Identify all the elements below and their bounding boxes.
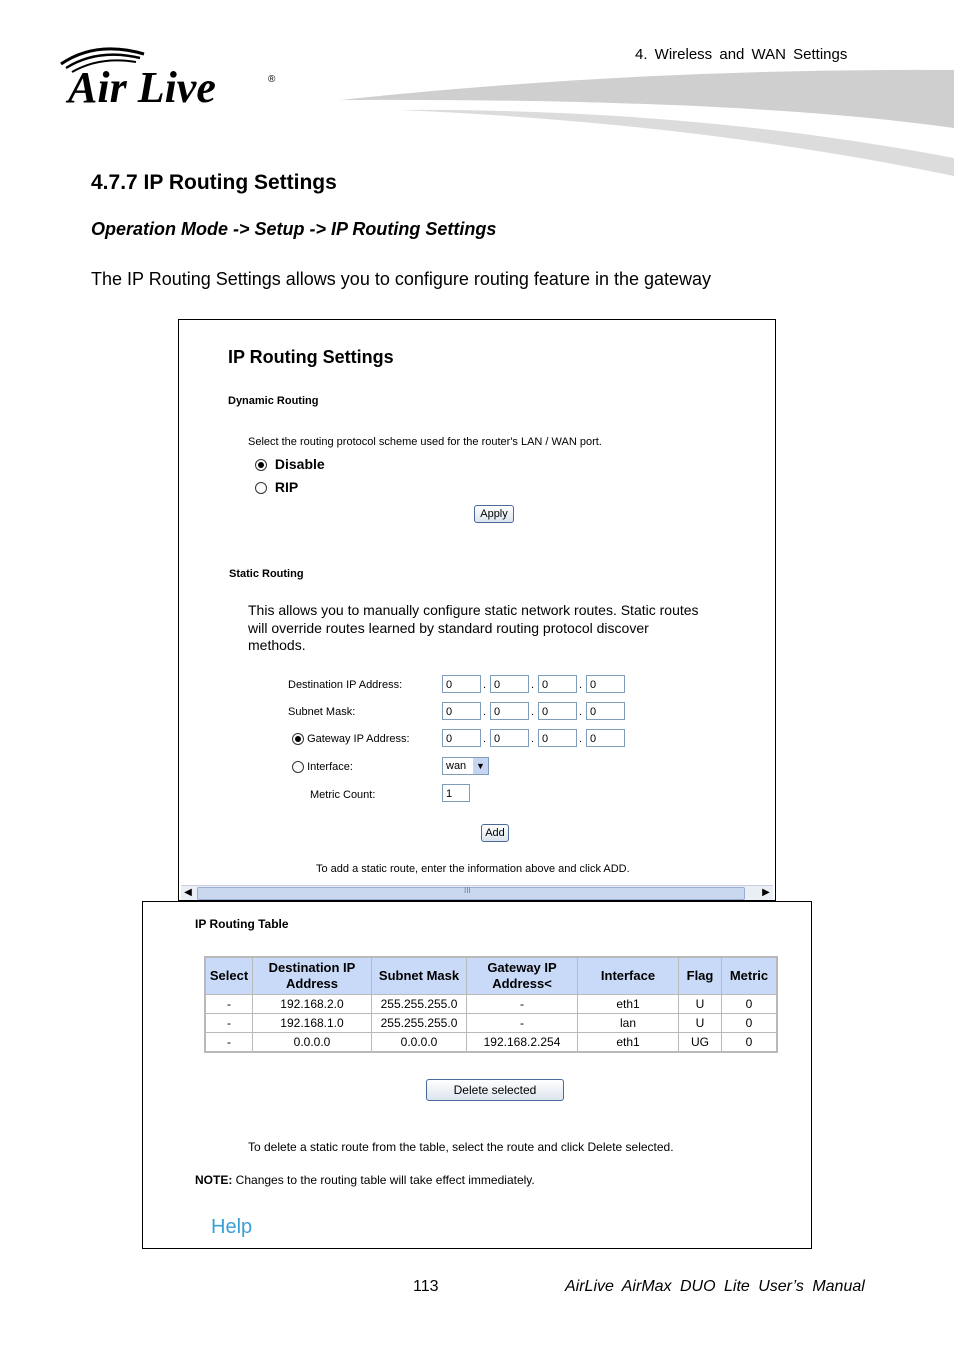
metric-count-label: Metric Count:	[310, 789, 376, 801]
chevron-down-icon[interactable]: ▼	[473, 758, 488, 774]
table-cell: UG	[679, 1033, 722, 1053]
table-cell: eth1	[578, 1033, 679, 1053]
table-cell: eth1	[578, 995, 679, 1014]
intro-text: The IP Routing Settings allows you to configure routing feature in the gateway	[91, 269, 712, 289]
gateway-ip-octet-1[interactable]: 0	[442, 729, 481, 747]
radio-interface[interactable]	[292, 761, 304, 773]
table-cell: 0	[722, 1033, 778, 1053]
destination-ip-octet-2[interactable]: 0	[490, 675, 529, 693]
scrollbar-grip: III	[464, 886, 471, 895]
table-header-cell: Metric	[722, 957, 778, 995]
table-cell: -	[205, 1033, 253, 1053]
table-header-cell: Subnet Mask	[372, 957, 467, 995]
table-header-cell: Select	[205, 957, 253, 995]
note-message: Changes to the routing table will take effect immediately.	[232, 1173, 535, 1187]
destination-ip-octet-4[interactable]: 0	[586, 675, 625, 693]
table-cell: 0	[722, 995, 778, 1014]
interface-option[interactable]	[292, 761, 353, 773]
ip-routing-settings-screenshot: IP Routing Settings Dynamic Routing Select the routing protocol scheme used for the router's LAN / WAN port. Disable RIP Apply Static Routing This allows you to manually configure static network routes. Static routes will override routes learned by standard routing protocol discover methods. Destination IP Address: 0 . 0 . 0 . 0 Subnet Mask: 0 . 0 . 0 . 0 Gateway IP Address: 0 . 0 . 0 . 0 Interface: wan ▼ Metric Count: 1 Add To add a static route, enter the information above and click ADD. ◀ III ▶	[178, 319, 776, 901]
gateway-ip-option[interactable]	[292, 733, 410, 745]
radio-disable[interactable]	[255, 459, 267, 471]
table-row[interactable]	[205, 995, 777, 1014]
chapter-header: 4. Wireless and WAN Settings	[635, 46, 848, 63]
destination-ip-label: Destination IP Address:	[288, 679, 403, 691]
table-cell: U	[679, 995, 722, 1014]
table-header-cell: Destination IP Address	[253, 957, 372, 995]
table-header-cell: Flag	[679, 957, 722, 995]
subnet-mask-octet-2[interactable]: 0	[490, 702, 529, 720]
radio-disable-option[interactable]	[255, 456, 325, 472]
screen-title: IP Routing Settings	[228, 347, 394, 367]
interface-select[interactable]	[442, 757, 489, 775]
interface-label: Interface:	[307, 761, 353, 773]
delete-selected-button[interactable]: Delete selected	[426, 1079, 564, 1101]
table-cell: -	[467, 1014, 578, 1033]
apply-button[interactable]: Apply	[474, 505, 514, 523]
navigation-path: Operation Mode -> Setup -> IP Routing Settings	[91, 219, 497, 239]
table-cell: 192.168.2.0	[253, 995, 372, 1014]
destination-ip-octet-1[interactable]: 0	[442, 675, 481, 693]
dynamic-routing-description: Select the routing protocol scheme used for the router's LAN / WAN port.	[248, 436, 602, 448]
table-cell: U	[679, 1014, 722, 1033]
table-row[interactable]	[205, 1033, 777, 1053]
table-cell: 192.168.1.0	[253, 1014, 372, 1033]
add-button[interactable]: Add	[481, 824, 509, 842]
dynamic-routing-heading: Dynamic Routing	[228, 395, 319, 407]
header-swoosh	[340, 68, 954, 180]
note-label: NOTE:	[195, 1173, 233, 1187]
table-header-cell: Interface	[578, 957, 679, 995]
gateway-ip-octet-4[interactable]: 0	[586, 729, 625, 747]
section-title: 4.7.7 IP Routing Settings	[91, 171, 337, 194]
table-cell: -	[205, 995, 253, 1014]
gateway-ip-octet-3[interactable]: 0	[538, 729, 577, 747]
table-cell: -	[205, 1014, 253, 1033]
table-cell: 255.255.255.0	[372, 1014, 467, 1033]
radio-rip-option[interactable]	[255, 479, 298, 495]
metric-count-input[interactable]: 1	[442, 784, 470, 802]
radio-gateway[interactable]	[292, 733, 304, 745]
destination-ip-octet-3[interactable]: 0	[538, 675, 577, 693]
table-header-cell: Gateway IP Address<	[467, 957, 578, 995]
scroll-right-icon[interactable]: ▶	[762, 887, 770, 898]
radio-rip[interactable]	[255, 482, 267, 494]
note-text	[195, 1173, 535, 1187]
routing-table-heading: IP Routing Table	[195, 917, 289, 931]
scrollbar-thumb[interactable]	[197, 887, 745, 900]
table-cell: 192.168.2.254	[467, 1033, 578, 1053]
table-cell: lan	[578, 1014, 679, 1033]
static-routing-description: This allows you to manually configure static network routes. Static routes will override routes learned by standard routing protocol discover methods.	[248, 602, 699, 653]
subnet-mask-label: Subnet Mask:	[288, 706, 356, 718]
ip-routing-table-screenshot	[142, 901, 812, 1249]
table-row[interactable]	[205, 1014, 777, 1033]
subnet-mask-octet-1[interactable]: 0	[442, 702, 481, 720]
delete-route-hint: To delete a static route from the table, select the route and click Delete selected.	[248, 1140, 674, 1154]
logo-registered: ®	[268, 74, 276, 85]
scroll-left-icon[interactable]: ◀	[184, 887, 192, 898]
subnet-mask-octet-3[interactable]: 0	[538, 702, 577, 720]
airlive-logo	[56, 42, 286, 112]
interface-select-value: wan	[446, 760, 467, 772]
radio-rip-label: RIP	[274, 479, 299, 495]
table-cell: -	[467, 995, 578, 1014]
table-cell: 0	[722, 1014, 778, 1033]
page-number: 113	[413, 1278, 439, 1295]
add-route-hint: To add a static route, enter the information above and click ADD.	[316, 863, 630, 875]
gateway-ip-octet-2[interactable]: 0	[490, 729, 529, 747]
table-cell: 255.255.255.0	[372, 995, 467, 1014]
horizontal-scrollbar[interactable]	[181, 885, 773, 900]
static-routing-heading: Static Routing	[229, 568, 304, 580]
table-cell: 0.0.0.0	[253, 1033, 372, 1053]
subnet-mask-octet-4[interactable]: 0	[586, 702, 625, 720]
routing-table	[204, 956, 778, 1053]
table-cell: 0.0.0.0	[372, 1033, 467, 1053]
gateway-ip-label: Gateway IP Address:	[307, 733, 410, 745]
manual-title: AirLive AirMax DUO Lite User’s Manual	[565, 1278, 865, 1295]
help-link[interactable]: Help	[211, 1216, 253, 1238]
logo-text: Air Live	[68, 63, 216, 112]
radio-disable-label: Disable	[274, 456, 325, 472]
